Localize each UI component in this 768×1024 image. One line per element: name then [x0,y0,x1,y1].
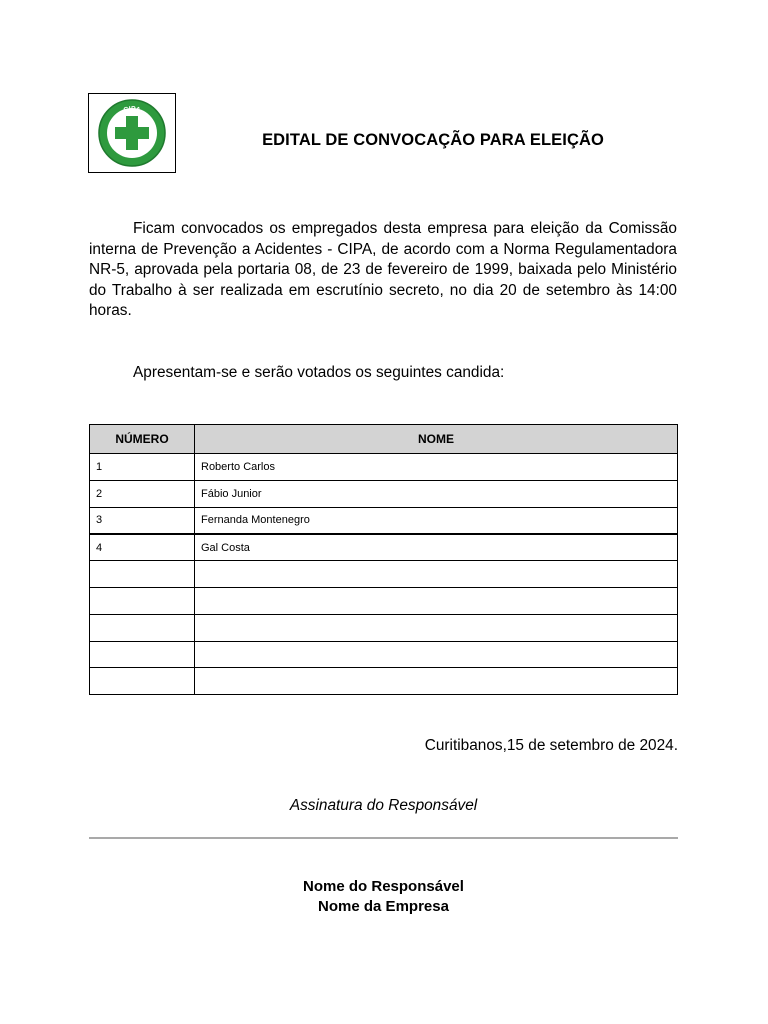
cell-name [195,561,678,588]
candidates-intro: Apresentam-se e serão votados os seguintes candida: [133,364,505,381]
cell-number [90,641,195,668]
cell-name [195,668,678,695]
header-name: NOME [195,425,678,454]
table-row [90,641,678,668]
cipa-logo-icon [95,98,169,168]
responsible-name: Nome do Responsável [303,878,464,895]
cell-number [90,668,195,695]
company-name: Nome da Empresa [318,898,449,915]
table-row [90,587,678,614]
signature-line [89,837,678,839]
cell-number [90,587,195,614]
table-row [90,507,678,534]
cell-number [90,614,195,641]
header-number: NÚMERO [90,425,195,454]
cell-number: 3 [90,507,195,534]
cell-name: Fernanda Montenegro [195,507,678,534]
table-row [90,480,678,507]
candidates-table [89,424,678,695]
logo-bottom-text: SEGURANÇA [113,145,151,159]
cell-number: 1 [90,454,195,481]
table-row [90,454,678,481]
convocation-paragraph: Ficam convocados os empregados desta empresa para eleição da Comissão interna de Prevenção a Acidentes - CIPA, de acordo com a Norma Regulamentadora NR-5, aprovada pela portaria 08, de 23 de fevereiro de 1999, baixada pelo Ministério do Trabalho à ser realizada em escrutínio secreto, no dia 20 de setembro às 14:00 horas. [89,220,677,320]
document-title: EDITAL DE CONVOCAÇÃO PARA ELEIÇÃO [262,131,604,149]
table-row [90,561,678,588]
document-date: Curitibanos,15 de setembro de 2024. [424,737,678,754]
table-row [90,614,678,641]
cell-number [90,561,195,588]
cipa-logo-frame [88,93,176,173]
signature-label: Assinatura do Responsável [289,797,478,814]
table-row [90,534,678,561]
logo-top-text: CIPA [122,105,142,115]
table-row [90,668,678,695]
cell-name [195,587,678,614]
cell-name [195,614,678,641]
cell-name: Roberto Carlos [195,454,678,481]
cell-name: Gal Costa [195,534,678,561]
cell-name: Fábio Junior [195,480,678,507]
cell-number: 4 [90,534,195,561]
cell-number: 2 [90,480,195,507]
responsible-block [89,877,678,917]
cell-name [195,641,678,668]
table-header-row [90,425,678,454]
